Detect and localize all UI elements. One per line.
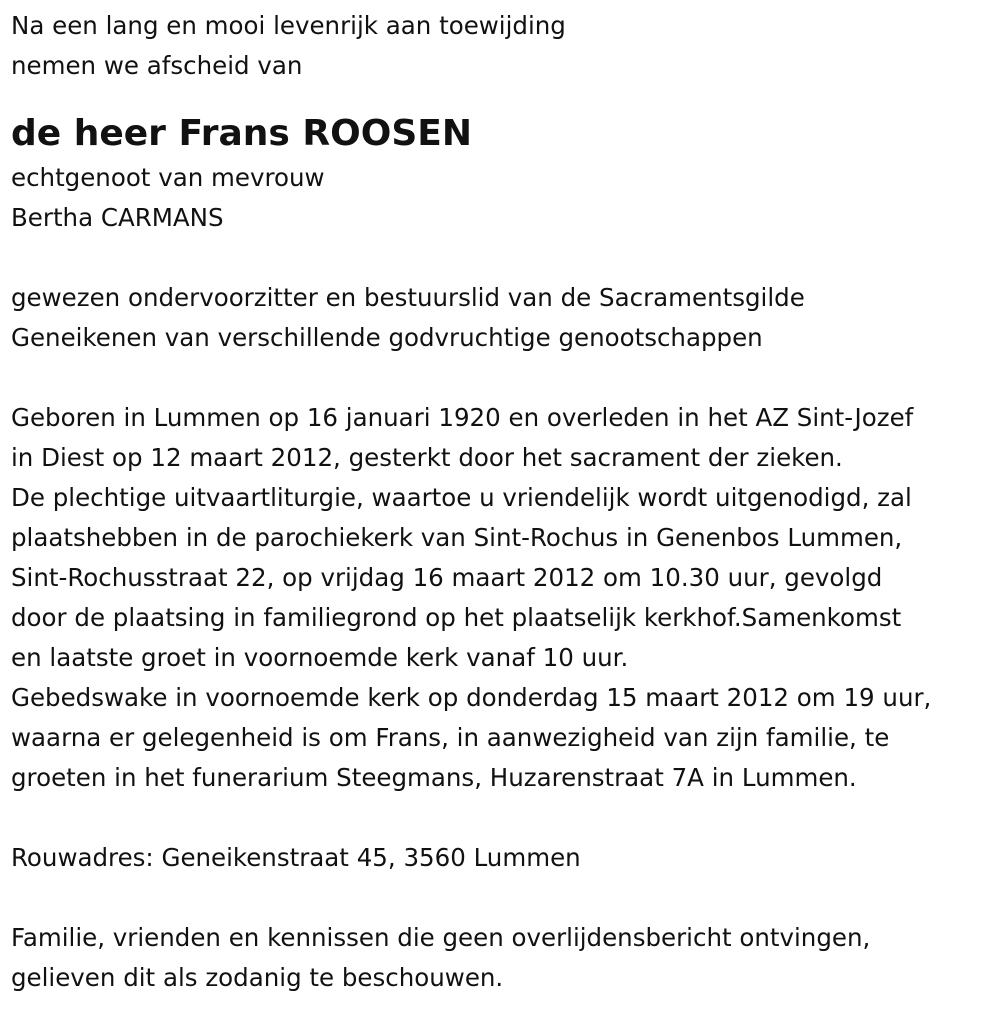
spacer: [11, 798, 996, 838]
details-line-5: Sint-Rochusstraat 22, op vrijdag 16 maart 2012 om 10.30 uur, gevolgd: [11, 563, 883, 592]
roles-line-2: Geneikenen van verschillende godvruchtige genootschappen: [11, 323, 763, 352]
obituary-notice: [11, 6, 996, 998]
details-line-10: groeten in het funerarium Steegmans, Huzarenstraat 7A in Lummen.: [11, 763, 857, 792]
details-line-6: door de plaatsing in familiegrond op het plaatselijk kerkhof.Samenkomst: [11, 603, 902, 632]
spacer: [11, 878, 996, 918]
closing-line-2: gelieven dit als zodanig te beschouwen.: [11, 963, 504, 992]
spouse-line-2: Bertha CARMANS: [11, 203, 224, 232]
spacer: [11, 358, 996, 398]
deceased-name: de heer Frans ROOSEN: [11, 113, 472, 154]
intro-line-1: Na een lang en mooi levenrijk aan toewijding: [11, 11, 566, 40]
roles-line-1: gewezen ondervoorzitter en bestuurslid van de Sacramentsgilde: [11, 283, 805, 312]
mourning-address: Rouwadres: Geneikenstraat 45, 3560 Lummen: [11, 843, 581, 872]
details-line-1: Geboren in Lummen op 16 januari 1920 en overleden in het AZ Sint-Jozef: [11, 403, 914, 432]
closing-line-1: Familie, vrienden en kennissen die geen overlijdensbericht ontvingen,: [11, 923, 871, 952]
details-line-3: De plechtige uitvaartliturgie, waartoe u vriendelijk wordt uitgenodigd, zal: [11, 483, 912, 512]
details-line-7: en laatste groet in voornoemde kerk vanaf 10 uur.: [11, 643, 629, 672]
details-line-2: in Diest op 12 maart 2012, gesterkt door het sacrament der zieken.: [11, 443, 843, 472]
spouse-line-1: echtgenoot van mevrouw: [11, 163, 325, 192]
intro-line-2: nemen we afscheid van: [11, 51, 303, 80]
details-line-4: plaatshebben in de parochiekerk van Sint-Rochus in Genenbos Lummen,: [11, 523, 903, 552]
details-line-9: waarna er gelegenheid is om Frans, in aanwezigheid van zijn familie, te: [11, 723, 890, 752]
details-line-8: Gebedswake in voornoemde kerk op donderdag 15 maart 2012 om 19 uur,: [11, 683, 932, 712]
spacer: [11, 238, 996, 278]
